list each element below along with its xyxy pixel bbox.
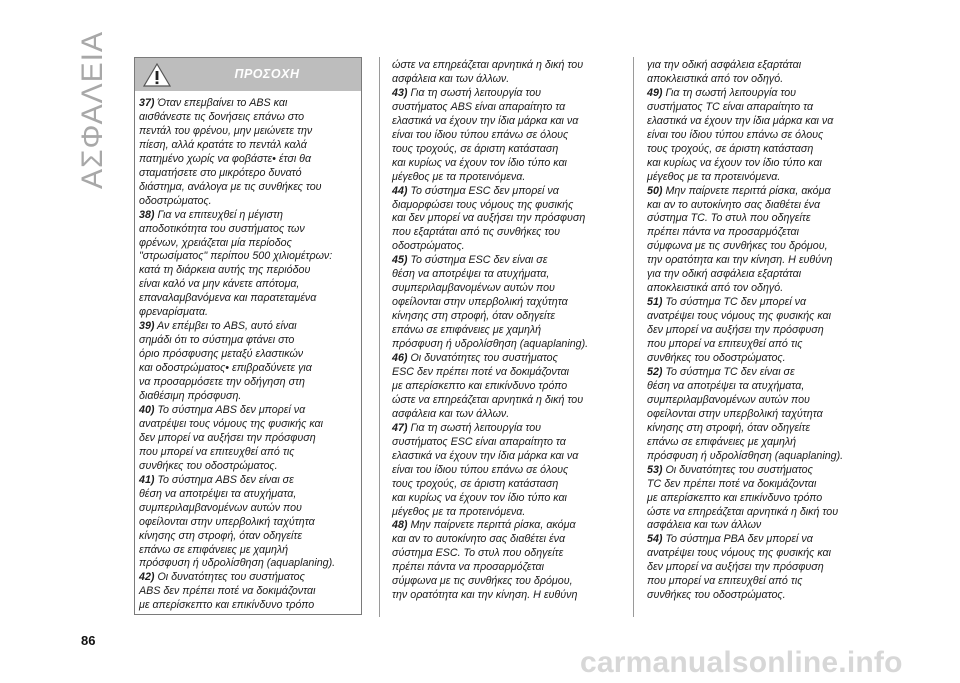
- note-line: πίεση, αλλά κρατάτε το πεντάλ καλά: [139, 138, 307, 151]
- note-line: και κυρίως να έχουν τον ίδιο τύπο και: [647, 156, 822, 169]
- note-line: 43) Για τη σωστή λειτουργία του: [392, 86, 542, 99]
- note-line: σημάδι ότι το σύστημα φτάνει στο: [139, 334, 295, 347]
- note-line: φρένων, χρειάζεται μία περίοδος: [139, 236, 292, 249]
- note-line: και οδοστρώματος• επιβραδύνετε για: [139, 362, 312, 375]
- note-line: "στρωσίματος" περίπου 500 χιλιομέτρων:: [139, 250, 333, 263]
- note-line: 44) Το σύστημα ESC δεν μπορεί να: [392, 184, 559, 197]
- note-line: συμπεριλαμβανομένων αυτών που: [647, 393, 810, 406]
- note-line: ελαστικά να έχουν την ίδια μάρκα και να: [647, 114, 834, 127]
- note-line: είναι του ίδιου τύπου επάνω σε όλους: [392, 463, 569, 476]
- note-line: πεντάλ του φρένου, μην μειώνετε την: [139, 124, 313, 137]
- note-line: ασφάλεια και των άλλων.: [392, 72, 510, 85]
- note-number: 43): [392, 86, 408, 99]
- note-line: θέση να αποτρέψει τα ατυχήματα,: [139, 487, 297, 500]
- note-line: συνθήκες του οδοστρώματος.: [139, 459, 278, 472]
- note-number: 46): [392, 352, 408, 365]
- note-line: ώστε να επηρεάζεται αρνητικά η δική του: [647, 505, 839, 518]
- note-line: για την οδική ασφάλεια εξαρτάται: [647, 59, 802, 71]
- section-title: ΑΣΦΑΛΕΙΑ: [76, 30, 109, 190]
- note-line: συνθήκες του οδοστρώματος.: [647, 589, 786, 602]
- note-number: 54): [647, 533, 663, 546]
- note-line: πατημένο χωρίς να φοβάστε• έτσι θα: [139, 152, 312, 165]
- note-line: 41) Το σύστημα ABS δεν είναι σε: [139, 473, 294, 486]
- note-line: για την οδική ασφάλεια εξαρτάται: [647, 268, 802, 281]
- note-line: αισθάνεστε τις δονήσεις επάνω στο: [139, 110, 305, 123]
- note-line: και δεν μπορεί να αυξήσει την πρόσφυση: [392, 212, 586, 225]
- note-line: ανατρέψει τους νόμους της φυσικής και: [647, 310, 832, 323]
- note-line: 42) Οι δυνατότητες του συστήματος: [139, 571, 305, 584]
- note-line: κατά τη διάρκεια αυτής της περιόδου: [139, 264, 311, 277]
- note-line: τους τροχούς, σε άριστη κατάσταση: [392, 477, 559, 490]
- note-line: σύστημα ESC. Το στυλ που οδηγείτε: [392, 547, 564, 560]
- note-line: φρεναρίσματα.: [139, 306, 209, 319]
- note-number: 38): [139, 208, 155, 221]
- note-line: αποκλειστικά από τον οδηγό.: [647, 282, 784, 295]
- note-line: σύμφωνα με τις συνθήκες του δρόμου,: [392, 575, 573, 588]
- note-line: ESC δεν πρέπει ποτέ να δοκιμάζονται: [392, 365, 570, 378]
- note-number: 40): [139, 403, 155, 416]
- note-line: μέγεθος με τα προτεινόμενα.: [647, 170, 781, 183]
- note-line: κίνησης στη στροφή, όταν οδηγείτε: [139, 529, 303, 542]
- note-number: 48): [392, 519, 408, 532]
- note-line: οφείλονται στην υπερβολική ταχύτητα: [392, 296, 568, 309]
- note-line: 51) Το σύστημα TC δεν μπορεί να: [647, 296, 807, 309]
- note-line: ανατρέψει τους νόμους της φυσικής και: [139, 417, 324, 430]
- note-line: μέγεθος με τα προτεινόμενα.: [392, 505, 526, 518]
- note-line: 48) Μην παίρνετε περιττά ρίσκα, ακόμα: [392, 519, 576, 532]
- note-line: 37) Όταν επεμβαίνει το ABS και: [139, 97, 288, 109]
- note-number: 49): [647, 86, 663, 99]
- note-line: 52) Το σύστημα TC δεν είναι σε: [647, 365, 795, 378]
- note-line: όριο πρόσφυσης μεταξύ ελαστικών: [139, 348, 304, 361]
- note-line: ασφάλεια και των άλλων.: [392, 407, 510, 420]
- note-line: αποκλειστικά από τον οδηγό.: [647, 72, 784, 85]
- warning-notes-col2: [392, 57, 614, 603]
- note-line: θέση να αποτρέψει τα ατυχήματα,: [392, 268, 550, 281]
- note-line: και κυρίως να έχουν τον ίδιο τύπο και: [392, 491, 567, 504]
- note-line: οδοστρώματος.: [139, 194, 212, 207]
- note-line: κίνησης στη στροφή, όταν οδηγείτε: [392, 310, 556, 323]
- column-divider: [633, 57, 634, 617]
- note-line: είναι καλό να μην κάνετε απότομα,: [139, 278, 300, 291]
- note-line: που μπορεί να επιτευχθεί από τις: [647, 338, 803, 351]
- warning-header: [135, 58, 361, 91]
- warning-title: ΠΡΟΣΟΧΗ: [234, 66, 300, 81]
- note-line: 54) Το σύστημα PBA δεν μπορεί να: [647, 533, 813, 546]
- note-line: πρόσφυση ή υδρολίσθηση (aquaplaning).: [139, 557, 336, 570]
- note-line: ώστε να επηρεάζεται αρνητικά η δική του: [392, 393, 584, 406]
- note-line: 50) Μην παίρνετε περιττά ρίσκα, ακόμα: [647, 184, 831, 197]
- note-line: συμπεριλαμβανομένων αυτών που: [139, 501, 302, 514]
- warning-triangle-icon: [143, 62, 171, 88]
- note-line: δεν μπορεί να αυξήσει την πρόσφυση: [139, 431, 316, 444]
- note-line: με απερίσκεπτο και επικίνδυνο τρόπο: [139, 599, 315, 612]
- note-line: οδοστρώματος.: [392, 240, 465, 253]
- note-line: πρέπει πάντα να προσαρμόζεται: [392, 561, 544, 574]
- note-line: πρέπει πάντα να προσαρμόζεται: [647, 226, 799, 239]
- note-line: 53) Οι δυνατότητες του συστήματος: [647, 463, 813, 476]
- warning-box: [134, 57, 362, 615]
- note-number: 37): [139, 97, 155, 109]
- note-line: να προσαρμόσετε την οδήγηση στη: [139, 376, 305, 389]
- note-line: 45) Το σύστημα ESC δεν είναι σε: [392, 254, 548, 267]
- note-line: τους τροχούς, σε άριστη κατάσταση: [647, 142, 814, 155]
- note-line: διαθέσιμη πρόσφυση.: [139, 390, 242, 403]
- note-line: επαναλαμβανόμενα και παρατεταμένα: [139, 292, 317, 305]
- page-number: 86: [81, 633, 96, 648]
- note-line: πρόσφυση ή υδρολίσθηση (aquaplaning).: [647, 449, 844, 462]
- note-line: ελαστικά να έχουν την ίδια μάρκα και να: [392, 449, 579, 462]
- note-line: σταματήσετε στο μικρότερο δυνατό: [139, 166, 302, 179]
- note-number: 51): [647, 296, 663, 309]
- note-line: αποδοτικότητα του συστήματος των: [139, 222, 305, 235]
- note-line: οφείλονται στην υπερβολική ταχύτητα: [647, 407, 823, 420]
- note-line: και αν το αυτοκίνητο σας διαθέτει ένα: [647, 198, 821, 211]
- note-number: 41): [139, 473, 155, 486]
- warning-notes-col3: [647, 57, 869, 603]
- section-side-label: [76, 30, 110, 190]
- note-line: συστήματος TC είναι απαραίτητο τα: [647, 100, 814, 113]
- note-line: την ορατότητα και την κίνηση. Η ευθύνη: [392, 589, 578, 602]
- note-line: διάστημα, ανάλογα με τις συνθήκες του: [139, 180, 322, 193]
- note-line: επάνω σε επιφάνειες με χαμηλή: [392, 324, 542, 337]
- note-line: δεν μπορεί να αυξήσει την πρόσφυση: [647, 561, 824, 574]
- note-line: 40) Το σύστημα ABS δεν μπορεί να: [139, 403, 306, 416]
- note-number: 44): [392, 184, 408, 197]
- note-line: επάνω σε επιφάνειες με χαμηλή: [139, 543, 289, 556]
- note-line: TC δεν πρέπει ποτέ να δοκιμάζονται: [647, 477, 817, 490]
- note-line: με απερίσκεπτο και επικίνδυνο τρόπο: [392, 379, 568, 392]
- note-line: είναι του ίδιου τύπου επάνω σε όλους: [392, 128, 569, 141]
- note-number: 47): [392, 421, 408, 434]
- note-line: οφείλονται στην υπερβολική ταχύτητα: [139, 515, 315, 528]
- note-line: συστήματος ESC είναι απαραίτητο τα: [392, 435, 566, 448]
- note-line: 49) Για τη σωστή λειτουργία του: [647, 86, 797, 99]
- note-line: πρόσφυση ή υδρολίσθηση (aquaplaning).: [392, 338, 589, 351]
- note-line: 46) Οι δυνατότητες του συστήματος: [392, 352, 558, 365]
- note-line: που μπορεί να επιτευχθεί από τις: [647, 575, 803, 588]
- note-line: ελαστικά να έχουν την ίδια μάρκα και να: [392, 114, 579, 127]
- note-line: συνθήκες του οδοστρώματος.: [647, 352, 786, 365]
- note-line: τους τροχούς, σε άριστη κατάσταση: [392, 142, 559, 155]
- note-line: ώστε να επηρεάζεται αρνητικά η δική του: [392, 59, 584, 71]
- note-line: σύστημα TC. Το στυλ που οδηγείτε: [647, 212, 811, 225]
- note-line: επάνω σε επιφάνειες με χαμηλή: [647, 435, 797, 448]
- note-line: είναι του ίδιου τύπου επάνω σε όλους: [647, 128, 824, 141]
- note-line: συμπεριλαμβανομένων αυτών που: [392, 282, 555, 295]
- note-line: και αν το αυτοκίνητο σας διαθέτει ένα: [392, 533, 566, 546]
- note-line: δεν μπορεί να αυξήσει την πρόσφυση: [647, 324, 824, 337]
- note-number: 50): [647, 184, 663, 197]
- note-line: που εξαρτάται από τις συνθήκες του: [392, 226, 561, 239]
- note-line: συστήματος ABS είναι απαραίτητο τα: [392, 100, 566, 113]
- note-line: με απερίσκεπτο και επικίνδυνο τρόπο: [647, 491, 823, 504]
- note-line: την ορατότητα και την κίνηση. Η ευθύνη: [647, 254, 833, 267]
- note-line: που μπορεί να επιτευχθεί από τις: [139, 445, 295, 458]
- note-line: ανατρέψει τους νόμους της φυσικής και: [647, 547, 832, 560]
- note-line: μέγεθος με τα προτεινόμενα.: [392, 170, 526, 183]
- note-line: ABS δεν πρέπει ποτέ να δοκιμάζονται: [139, 585, 316, 598]
- note-number: 45): [392, 254, 408, 267]
- warning-notes-col1: [135, 91, 361, 613]
- column-divider: [379, 57, 380, 617]
- note-number: 52): [647, 365, 663, 378]
- note-line: διαμορφώσει τους νόμους της φυσικής: [392, 198, 574, 211]
- note-line: και κυρίως να έχουν τον ίδιο τύπο και: [392, 156, 567, 169]
- note-line: σύμφωνα με τις συνθήκες του δρόμου,: [647, 240, 828, 253]
- watermark: carmanualsonline.info: [580, 646, 903, 679]
- note-line: 39) Αν επέμβει το ABS, αυτό είναι: [139, 320, 297, 333]
- note-line: 47) Για τη σωστή λειτουργία του: [392, 421, 542, 434]
- note-number: 53): [647, 463, 663, 476]
- note-line: ασφάλεια και των άλλων: [647, 519, 762, 532]
- note-number: 39): [139, 320, 155, 333]
- note-line: κίνησης στη στροφή, όταν οδηγείτε: [647, 421, 811, 434]
- note-line: 38) Για να επιτευχθεί η μέγιστη: [139, 208, 283, 221]
- note-number: 42): [139, 571, 155, 584]
- note-line: θέση να αποτρέψει τα ατυχήματα,: [647, 379, 805, 392]
